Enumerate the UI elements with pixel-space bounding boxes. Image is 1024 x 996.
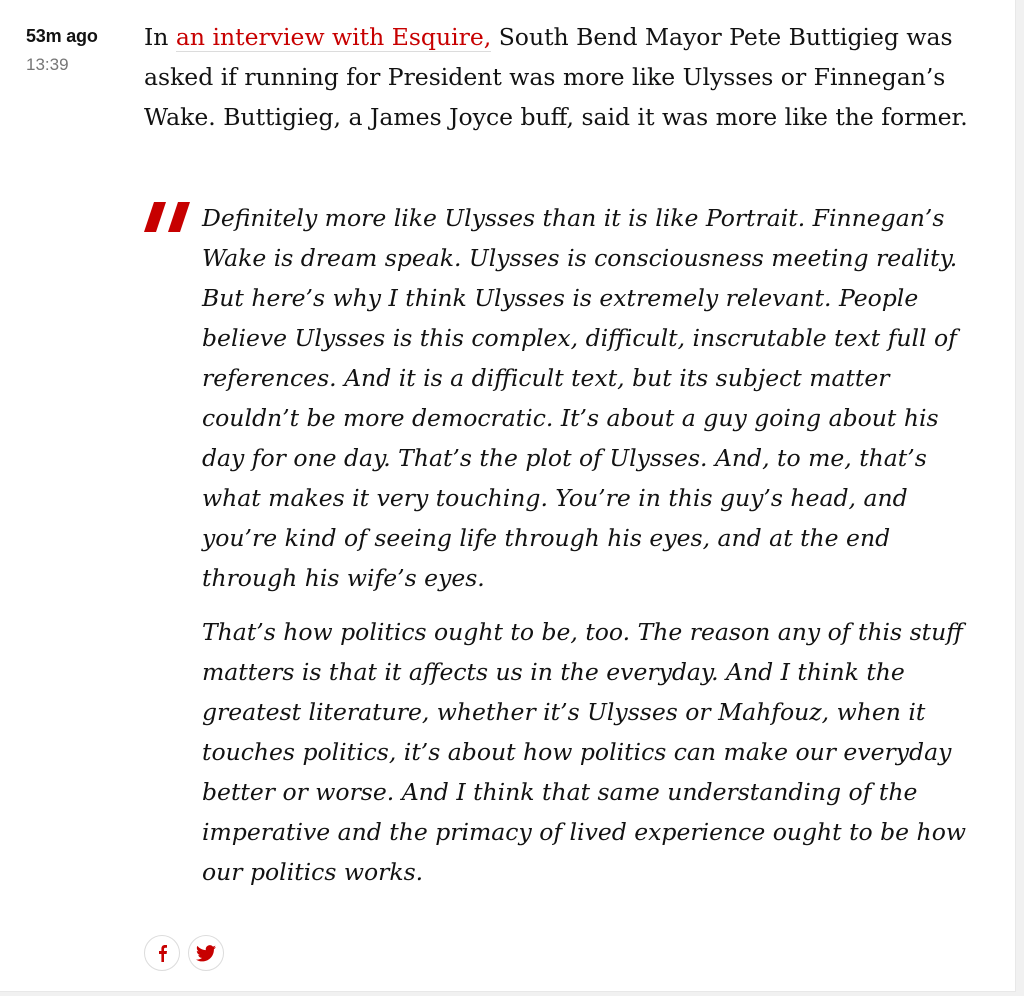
quote-paragraph: That’s how politics ought to be, too. The reason any of this stuff matters is that it affects us in the everyday. And I think the greatest literature, whether it’s Ulysses or Mahfouz, when it touches politics, it’s about how politics can make our everyday better or worse. And I think that same understanding of the imperative and the primacy of lived experience ought to be how our politics works. bbox=[202, 618, 966, 886]
entry-body-text bbox=[144, 17, 1004, 137]
esquire-interview-link[interactable]: an interview with Esquire, bbox=[175, 23, 492, 51]
twitter-icon bbox=[196, 945, 216, 962]
intro-text: In bbox=[144, 23, 176, 51]
clock-time: 13:39 bbox=[26, 55, 69, 74]
entry-timestamp[interactable] bbox=[26, 24, 98, 76]
twitter-share-button[interactable] bbox=[188, 935, 224, 971]
relative-time[interactable]: 53m ago bbox=[26, 26, 98, 46]
facebook-icon bbox=[155, 944, 169, 962]
intro-text-continued: South Bend Mayor Pete Buttigieg was asked if running for President was more like Ulysses or Finnegan’s Wake. Buttigieg, a James Joyce buff, said it was more like the former. bbox=[144, 23, 968, 131]
entry-divider bbox=[0, 992, 1024, 996]
page-background bbox=[1016, 0, 1024, 996]
share-buttons bbox=[144, 935, 224, 971]
quote-mark-icon bbox=[144, 202, 192, 232]
quote-paragraph: Definitely more like Ulysses than it is like Portrait. Finnegan’s Wake is dream speak. Ulysses is consciousness meeting reality. But here’s why I think Ulysses is extremely relevant. People believe Ulysses is this complex, difficult, inscrutable text full of references. And it is a difficult text, but its subject matter couldn’t be more democratic. It’s about a guy going about his day for one day. That’s the plot of Ulysses. And, to me, that’s what makes it very touching. You’re in this guy’s head, and you’re kind of seeing life through his eyes, and at the end through his wife’s eyes. bbox=[202, 204, 958, 592]
facebook-share-button[interactable] bbox=[144, 935, 180, 971]
blockquote bbox=[144, 198, 984, 906]
